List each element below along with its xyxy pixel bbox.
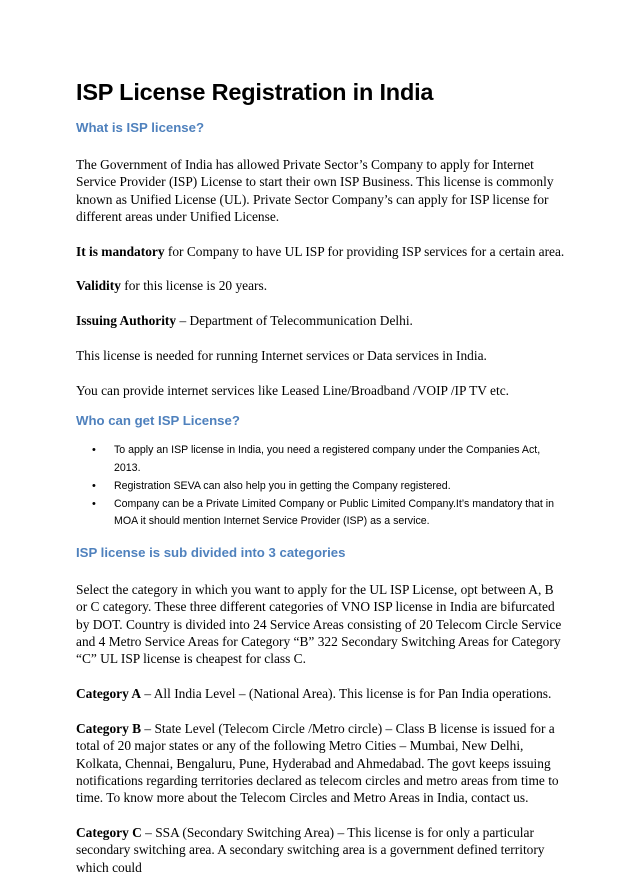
issuing-authority-paragraph	[76, 312, 568, 329]
category-b-text: – State Level (Telecom Circle /Metro circle) – Class B license is issued for a total of 20 major states or any of the following Metro Cities – Mumbai, New Delhi, Kolkata, Chennai, Bengaluru, Pune, Hyderabad and Ahmedabad. The govt keeps issuing notifications regarding territories declared as telecom circles and metro areas from time to time. To know more about the Telecom Circles and Metro Areas in India, contact us.	[76, 720, 559, 806]
mandatory-text: for Company to have UL ISP for providing ISP services for a certain area.	[164, 243, 565, 259]
list-item	[92, 478, 568, 496]
section-heading-who-can-get: Who can get ISP License?	[76, 413, 240, 429]
list-item-text: Registration SEVA can also help you in getting the Company registered.	[114, 479, 451, 492]
category-b-label: Category B	[76, 720, 142, 736]
category-b-paragraph	[76, 720, 568, 806]
issuing-authority-text: – Department of Telecommunication Delhi.	[176, 313, 413, 329]
list-item	[92, 442, 568, 478]
services-paragraph: You can provide internet services like Leased Line/Broadband /VOIP /IP TV etc.	[76, 382, 509, 398]
list-item-text: Company can be a Private Limited Company or Public Limited Company.It’s mandatory that in MOA it should mention Internet Service Provider (ISP) as a service.	[114, 497, 555, 528]
category-a-paragraph	[76, 685, 568, 702]
category-a-text: – All India Level – (National Area). This license is for Pan India operations.	[141, 686, 552, 702]
list-item	[92, 496, 568, 532]
validity-text: for this license is 20 years.	[120, 278, 268, 294]
validity-label: Validity	[76, 278, 121, 294]
mandatory-label: It is mandatory	[76, 243, 165, 259]
bullet-icon: •	[92, 444, 96, 457]
eligibility-list	[76, 442, 568, 531]
category-c-paragraph	[76, 824, 568, 876]
intro-paragraph: The Government of India has allowed Private Sector’s Company to apply for Internet Service Provider (ISP) License to start their own ISP Business. This license is commonly known as Unified License (UL). Private Sector Company’s can apply for ISP license for different areas under Unified License.	[76, 157, 554, 224]
section-heading-categories: ISP license is sub divided into 3 categories	[76, 545, 346, 561]
mandatory-paragraph	[76, 243, 568, 260]
bullet-icon: •	[92, 479, 96, 492]
list-item-text: To apply an ISP license in India, you need a registered company under the Companies Act, 2013.	[114, 444, 541, 474]
issuing-authority-label: Issuing Authority	[76, 313, 177, 329]
category-a-label: Category A	[76, 686, 142, 702]
category-c-text: – SSA (Secondary Switching Area) – This license is for only a particular secondary switching area. A secondary switching area is a government defined territory which could	[76, 824, 545, 875]
license-needed-paragraph: This license is needed for running Internet services or Data services in India.	[76, 348, 487, 364]
section-heading-what-is-isp: What is ISP license?	[76, 120, 205, 135]
bullet-icon: •	[92, 497, 96, 510]
category-c-label: Category C	[76, 824, 142, 840]
page-title: ISP License Registration in India	[76, 79, 434, 105]
categories-intro-paragraph: Select the category in which you want to apply for the UL ISP License, opt between A, B or C category. These three different categories of VNO ISP license in India are bifurcated by DOT. Country is divided into 24 Service Areas consisting of 20 Telecom Circle Service and 4 Metro Service Areas for Category “B” 322 Secondary Switching Areas for Category “C” UL ISP license is cheapest for class C.	[76, 582, 562, 667]
validity-paragraph	[76, 277, 568, 294]
